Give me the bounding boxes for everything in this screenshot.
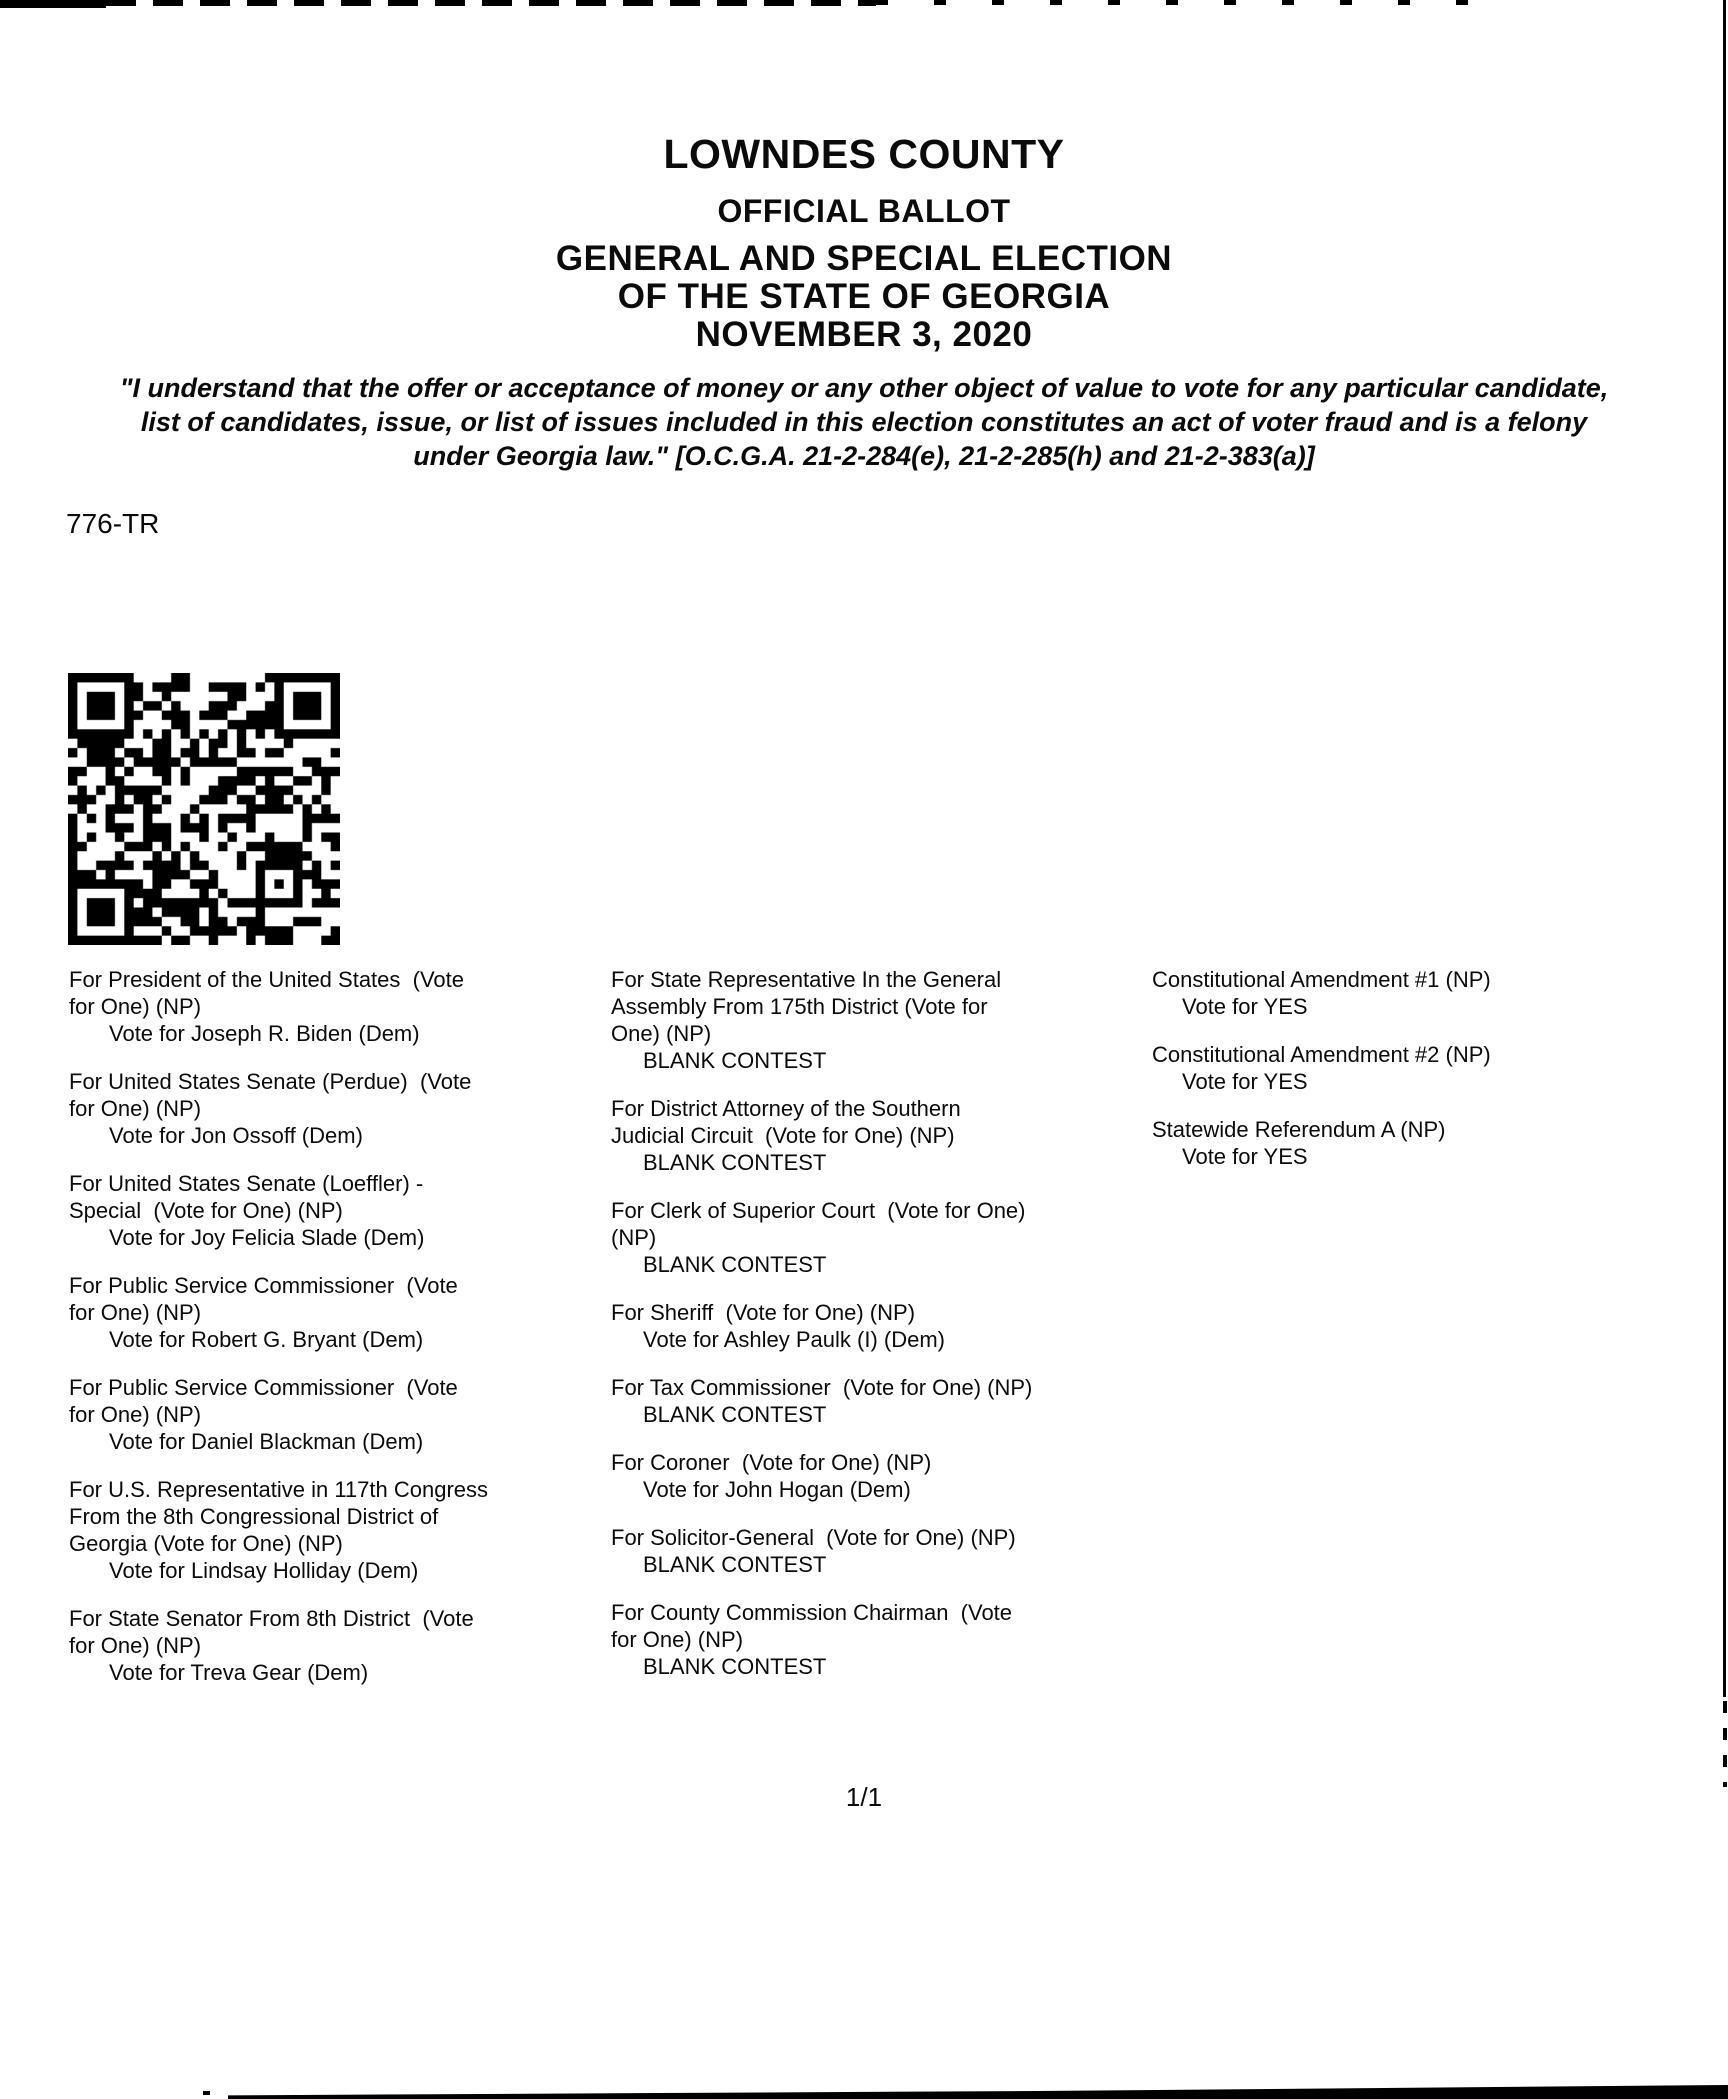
page-number: 1/1 [845, 1782, 883, 1812]
contest-column-3 [1152, 966, 1652, 1191]
contest [611, 1374, 1159, 1428]
contest [1152, 1041, 1652, 1095]
ballot-style-code: 776-TR [66, 508, 160, 539]
contest-choice-line: Vote for YES [1182, 994, 1308, 1019]
contest [69, 1068, 584, 1149]
contest-title-line: One) (NP) [611, 1021, 712, 1046]
contest [611, 1524, 1159, 1578]
contest-choice-line: Vote for Lindsay Holliday (Dem) [109, 1558, 419, 1583]
contest-choice-line: Vote for Daniel Blackman (Dem) [109, 1429, 424, 1454]
contest-title-line: for One) (NP) [69, 994, 202, 1019]
contest-title-line: For Coroner (Vote for One) (NP) [611, 1450, 932, 1475]
scan-edge-top-dashes [106, 0, 876, 6]
county-title: LOWNDES COUNTY [663, 131, 1065, 177]
contest-title-line: For Solicitor-General (Vote for One) (NP) [611, 1525, 1016, 1550]
contest-title-line: For Public Service Commissioner (Vote [69, 1375, 458, 1400]
contest-choice-line: Vote for Jon Ossoff (Dem) [109, 1123, 363, 1148]
fraud-warning-line: "I understand that the offer or acceptance of money or any other object of value to vote for any particular candidate, [119, 373, 1609, 403]
contest-title-line: For United States Senate (Perdue) (Vote [69, 1069, 472, 1094]
contest [611, 1599, 1159, 1680]
contest-choice-line: BLANK CONTEST [643, 1402, 827, 1427]
contest-choice-line: Vote for Ashley Paulk (I) (Dem) [643, 1327, 945, 1352]
contest-choice-line: Vote for YES [1182, 1144, 1308, 1169]
contest [69, 1170, 584, 1251]
contest-choice-line: Vote for Robert G. Bryant (Dem) [109, 1327, 424, 1352]
contest-title-line: For State Senator From 8th District (Vote [69, 1606, 474, 1631]
scan-edge-top-solid [0, 0, 106, 8]
election-title-line: GENERAL AND SPECIAL ELECTION [555, 239, 1173, 278]
contest-choice-line: Vote for Joseph R. Biden (Dem) [109, 1021, 420, 1046]
contest-title-line: Judicial Circuit (Vote for One) (NP) [611, 1123, 955, 1148]
contest-choice-line: BLANK CONTEST [643, 1048, 827, 1073]
contest-title-line: For Sheriff (Vote for One) (NP) [611, 1300, 916, 1325]
ballot-type-title: OFFICIAL BALLOT [717, 193, 1011, 229]
contest [611, 1197, 1159, 1278]
fraud-warning-line: under Georgia law." [O.C.G.A. 21-2-284(e), 21-2-285(h) and 21-2-383(a)] [413, 441, 1315, 471]
contest-title-line: for One) (NP) [69, 1300, 202, 1325]
election-title-line: NOVEMBER 3, 2020 [695, 315, 1033, 354]
scan-edge-bottom-dot [203, 2091, 210, 2095]
contest-title-line: For Tax Commissioner (Vote for One) (NP) [611, 1375, 1033, 1400]
contest-title-line: For County Commission Chairman (Vote [611, 1600, 1013, 1625]
contest-choice-line: BLANK CONTEST [643, 1552, 827, 1577]
fraud-warning [0, 371, 1728, 473]
contest-title-line: Assembly From 175th District (Vote for [611, 994, 988, 1019]
qr-code-icon [68, 673, 340, 945]
contest [1152, 1116, 1652, 1170]
contest-title-line: for One) (NP) [69, 1096, 202, 1121]
contest [69, 1374, 584, 1455]
contest-title-line: Georgia (Vote for One) (NP) [69, 1531, 343, 1556]
contest-column-1 [69, 966, 584, 1707]
contest-title-line: Constitutional Amendment #1 (NP) [1152, 967, 1491, 992]
contest-title-line: For United States Senate (Loeffler) - [69, 1171, 424, 1196]
contest [611, 1449, 1159, 1503]
contest [611, 1299, 1159, 1353]
contest-title-line: For U.S. Representative in 117th Congress [69, 1477, 489, 1502]
contest-title-line: From the 8th Congressional District of [69, 1504, 439, 1529]
contest-choice-line: BLANK CONTEST [643, 1252, 827, 1277]
contest-title-line: For District Attorney of the Southern [611, 1096, 961, 1121]
contest-column-2 [611, 966, 1159, 1701]
contest [69, 1272, 584, 1353]
contest [69, 966, 584, 1047]
contest-title-line: For Public Service Commissioner (Vote [69, 1273, 458, 1298]
contest [69, 1476, 584, 1584]
contest-choice-line: BLANK CONTEST [643, 1150, 827, 1175]
scan-edge-right-dashes [1723, 1701, 1727, 1787]
contest-title-line: For President of the United States (Vote [69, 967, 464, 992]
scan-edge-top-dashes-sparse [876, 0, 1476, 5]
contest-title-line: for One) (NP) [69, 1402, 202, 1427]
contest-choice-line: Vote for John Hogan (Dem) [643, 1477, 911, 1502]
contest-title-line: For Clerk of Superior Court (Vote for One) [611, 1198, 1026, 1223]
contest-title-line: Constitutional Amendment #2 (NP) [1152, 1042, 1491, 1067]
contest-choice-line: Vote for Treva Gear (Dem) [109, 1660, 369, 1685]
contest [1152, 966, 1652, 1020]
contest-choice-line: Vote for Joy Felicia Slade (Dem) [109, 1225, 425, 1250]
fraud-warning-line: list of candidates, issue, or list of issues included in this election constitutes an act of voter fraud and is a felony [140, 407, 1588, 437]
contest [611, 1095, 1159, 1176]
contest-title-line: (NP) [611, 1225, 657, 1250]
contest-title-line: for One) (NP) [611, 1627, 744, 1652]
contest-title-line: Statewide Referendum A (NP) [1152, 1117, 1446, 1142]
contest [69, 1605, 584, 1686]
contest-title-line: For State Representative In the General [611, 967, 1002, 992]
contest-title-line: for One) (NP) [69, 1633, 202, 1658]
contest-choice-line: BLANK CONTEST [643, 1654, 827, 1679]
contest [611, 966, 1159, 1074]
contest-title-line: Special (Vote for One) (NP) [69, 1198, 343, 1223]
contest-choice-line: Vote for YES [1182, 1069, 1308, 1094]
election-title-line: OF THE STATE OF GEORGIA [617, 277, 1111, 316]
scan-edge-bottom-line [228, 2085, 1728, 2099]
election-title [0, 240, 1728, 354]
